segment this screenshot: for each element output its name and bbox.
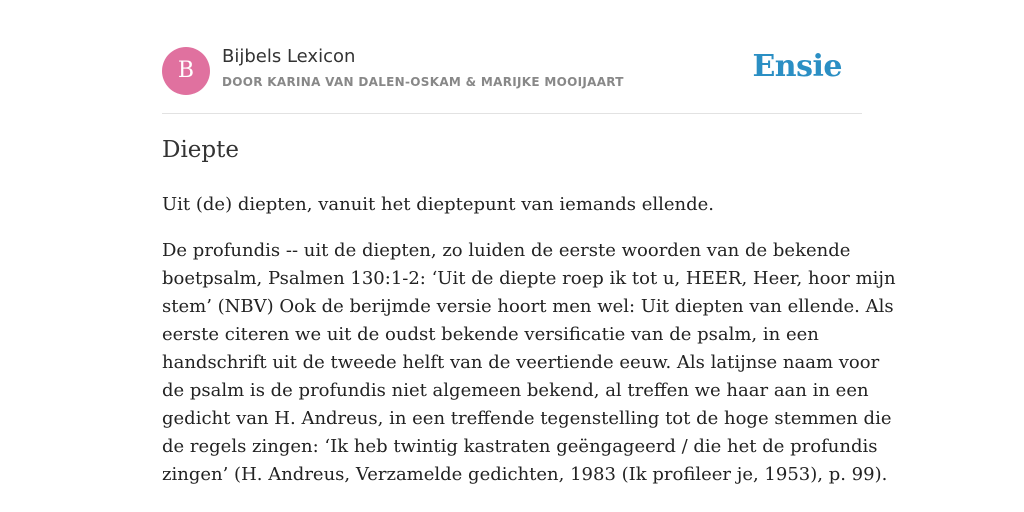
entry-card (162, 45, 896, 485)
entry-body-line: boetpsalm, Psalmen 130:1-2: ‘Uit de diepte roep ik tot u, HEER, Heer, hoor mijn (162, 268, 896, 289)
lexicon-title[interactable]: Bijbels Lexicon (222, 46, 356, 67)
entry-body-line: de regels zingen: ‘Ik heb twintig kastraten geëngageerd / die het de profundis (162, 436, 878, 457)
entry-body-line: handschrift uit de tweede helft van de veertiende eeuw. Als latijnse naam voor (162, 352, 880, 373)
lexicon-avatar[interactable]: B (162, 47, 210, 95)
entry-body-line: eerste citeren we uit de oudst bekende versificatie van de psalm, in een (162, 324, 819, 345)
ensie-logo[interactable]: Ensie (752, 49, 842, 84)
lexicon-header (162, 45, 862, 97)
entry-body-line: De profundis -- uit de diepten, zo luiden de eerste woorden van de bekende (162, 240, 851, 261)
lexicon-authors[interactable]: DOOR KARINA VAN DALEN-OSKAM & MARIJKE MOOIJAART (222, 75, 624, 89)
entry-body-line: zingen’ (H. Andreus, Verzamelde gedichten, 1983 (Ik profileer je, 1953), p. 99). (162, 464, 888, 485)
header-divider (162, 113, 862, 114)
entry-summary: Uit (de) diepten, vanuit het dieptepunt van iemands ellende. (162, 194, 715, 215)
entry-body-line: de psalm is de profundis niet algemeen bekend, al treffen we haar aan in een (162, 380, 869, 401)
entry-body-line: stem’ (NBV) Ook de berijmde versie hoort men wel: Uit diepten van ellende. Als (162, 296, 894, 317)
entry-title: Diepte (162, 137, 239, 163)
entry-body (162, 237, 896, 489)
entry-body-line: gedicht van H. Andreus, in een treffende tegenstelling tot de hoge stemmen die (162, 408, 892, 429)
